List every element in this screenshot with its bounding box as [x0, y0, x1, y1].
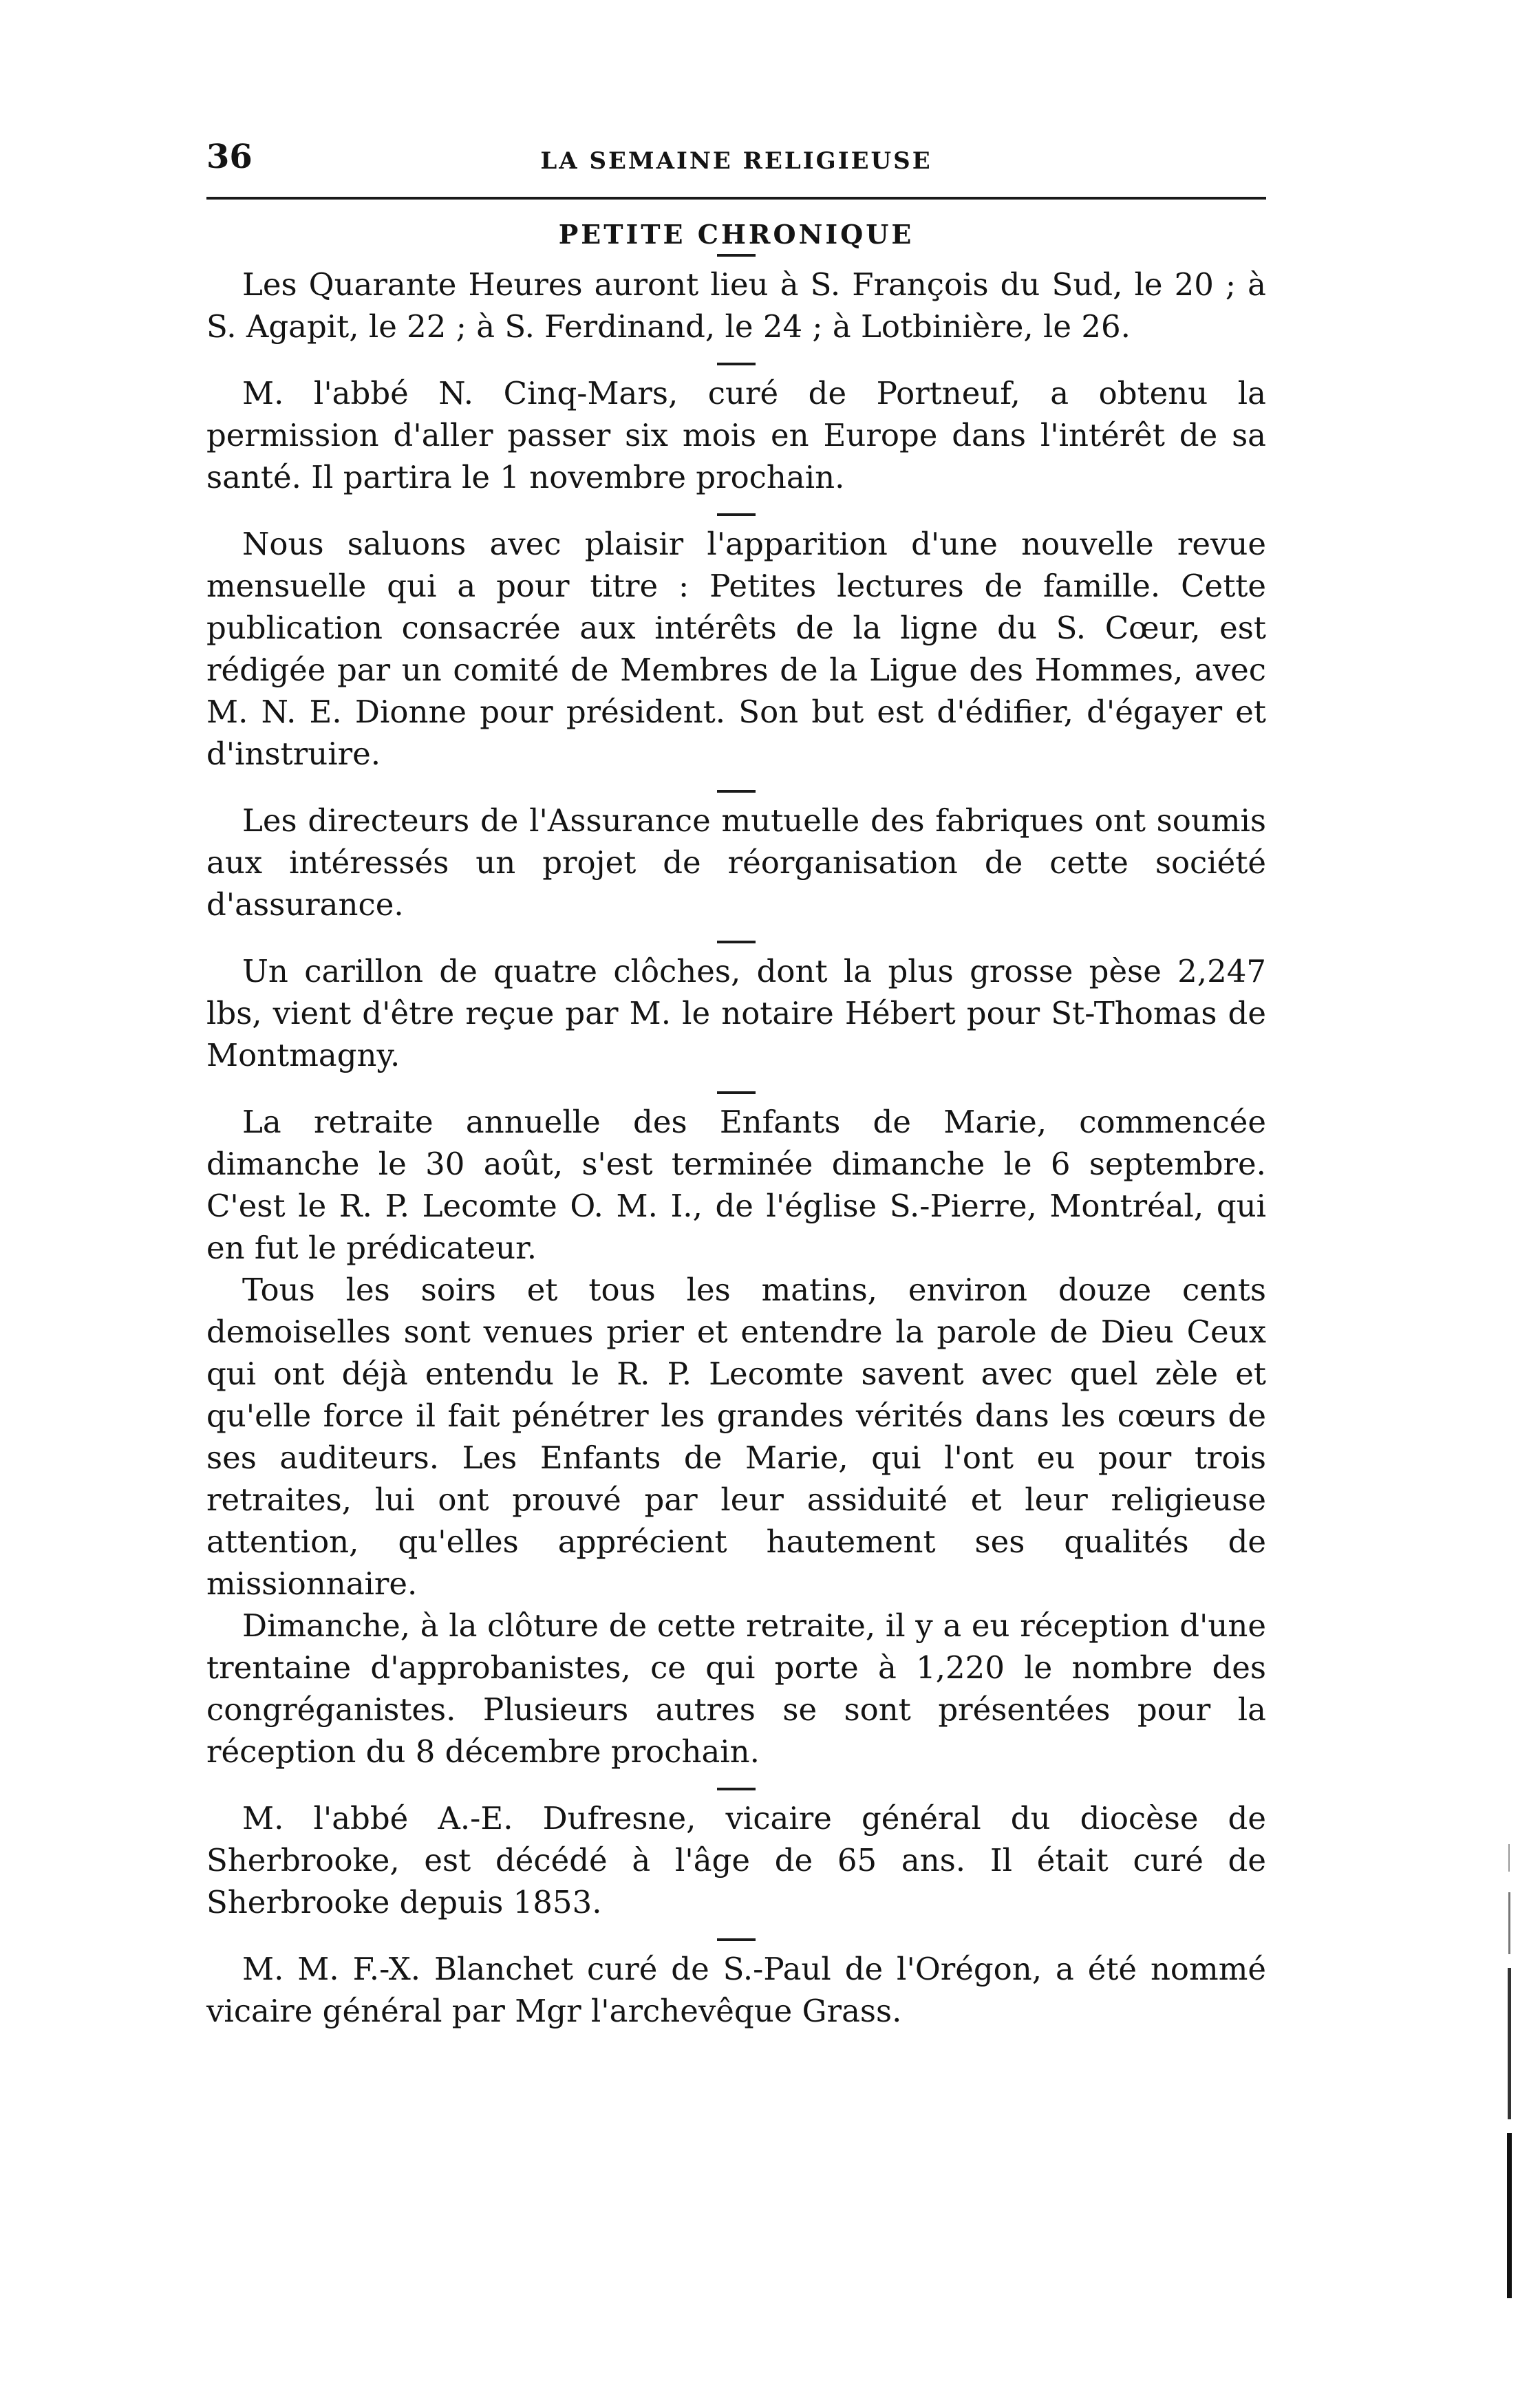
separator-dash	[717, 513, 756, 516]
page-number: 36	[206, 138, 253, 176]
header-rule	[206, 197, 1266, 200]
paragraph: La retraite annuelle des Enfants de Marie, commencée dimanche le 30 août, s'est terminée dimanche le 6 septembre. C'est le R. P. Lecomte O. M. I., de l'église S.-Pierre, Montréal, qui en fut le prédicateur.	[206, 1104, 1266, 1266]
separator-dash	[717, 941, 756, 943]
paragraph: M. M. F.-X. Blanchet curé de S.-Paul de l'Orégon, a été nommé vicaire général par Mgr l'archevêque Grass.	[206, 1951, 1266, 2029]
running-head: LA SEMAINE RELIGIEUSE	[540, 147, 932, 175]
separator-dash	[717, 254, 756, 257]
paragraph: Les Quarante Heures auront lieu à S. François du Sud, le 20 ; à S. Agapit, le 22 ; à S. Ferdinand, le 24 ; à Lotbinière, le 26.	[206, 266, 1266, 345]
paragraph: M. l'abbé A.-E. Dufresne, vicaire général du diocèse de Sherbrooke, est décédé à l'âge de 65 ans. Il était curé de Sherbrooke depuis 1853.	[206, 1800, 1266, 1920]
separator-dash	[717, 1938, 756, 1941]
separator-dash	[717, 1788, 756, 1790]
paragraph: Les directeurs de l'Assurance mutuelle des fabriques ont soumis aux intéressés un projet de réorganisation de cette société d'assurance.	[206, 802, 1266, 923]
separator-dash	[717, 790, 756, 793]
scan-edge-marks	[1507, 1844, 1512, 2298]
paragraph: M. l'abbé N. Cinq-Mars, curé de Portneuf, a obtenu la permission d'aller passer six mois en Europe dans l'intérêt de sa santé. Il partira le 1 novembre prochain.	[206, 375, 1266, 495]
paragraph: Nous saluons avec plaisir l'apparition d'une nouvelle revue mensuelle qui a pour titre : Petites lectures de famille. Cette publication consacrée aux intérêts de la ligne du S. Cœur, est rédigée par un comité de Membres de la Ligue des Hommes, avec M. N. E. Dionne pour président. Son but est d'édifier, d'égayer et d'instruire.	[206, 526, 1266, 772]
separator-dash	[717, 1091, 756, 1094]
page	[206, 138, 1266, 2032]
section-title: PETITE CHRONIQUE	[558, 219, 915, 250]
paragraph: Dimanche, à la clôture de cette retraite, il y a eu réception d'une trentaine d'approbanistes, ce qui porte à 1,220 le nombre des congréganistes. Plusieurs autres se sont présentées pour la réception du 8 décembre prochain.	[206, 1607, 1266, 1770]
paragraph: Un carillon de quatre clôches, dont la plus grosse pèse 2,247 lbs, vient d'être reçue par M. le notaire Hébert pour St-Thomas de Montmagny.	[206, 953, 1266, 1073]
separator-dash	[717, 363, 756, 365]
paragraph: Tous les soirs et tous les matins, environ douze cents demoiselles sont venues prier et entendre la parole de Dieu Ceux qui ont déjà entendu le R. P. Lecomte savent avec quel zèle et qu'elle force il fait pénétrer les grandes vérités dans les cœurs de ses auditeurs. Les Enfants de Marie, qui l'ont eu pour trois retraites, lui ont prouvé par leur assiduité et leur religieuse attention, qu'elles apprécient hautement ses qualités de missionnaire.	[206, 1272, 1266, 1602]
page-header	[206, 138, 1266, 193]
